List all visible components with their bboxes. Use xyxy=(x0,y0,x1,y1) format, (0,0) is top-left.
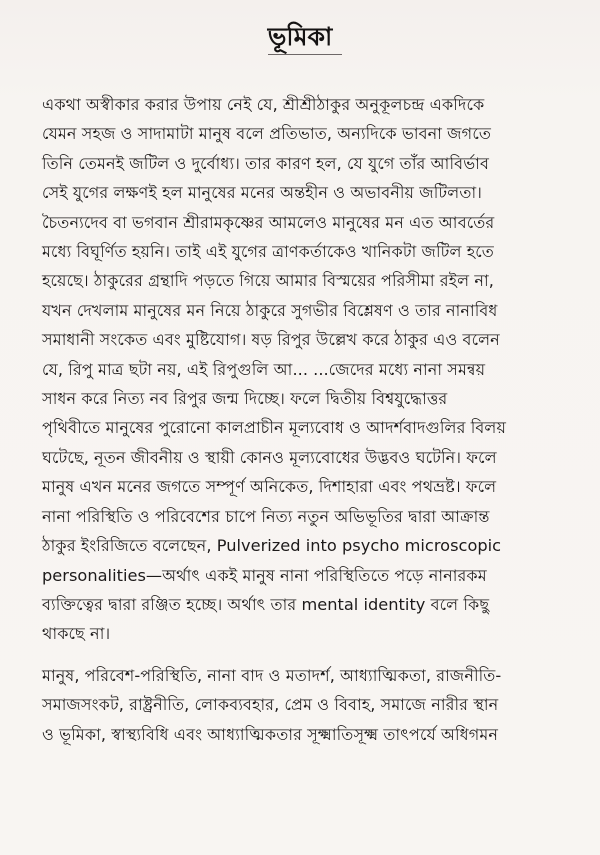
text-line: পৃথিবীতে মানুষের পুরোনো কালপ্রাচীন মূল্যবোধ ও আদর্শবাদগুলির বিলয় xyxy=(42,418,507,438)
text-line: যখন দেখলাম মানুষের মন নিয়ে ঠাকুরে সুগভীর বিশ্লেষণ ও তার নানাবিধ xyxy=(42,300,498,320)
text-line: একথা অস্বীকার করার উপায় নেই যে, শ্রীশ্রীঠাকুর অনুকূলচন্দ্র একদিকে xyxy=(42,95,485,114)
text-line: সাধন করে নিত্য নব রিপুর জন্ম দিচ্ছে। ফলে দ্বিতীয় বিশ্বযুদ্ধোত্তর xyxy=(42,389,448,409)
text-line: যেমন সহজ ও সাদামাটা মানুষ বলে প্রতিভাত, অন্যদিকে ভাবনা জগতে xyxy=(42,124,491,144)
text-line: মানুষ, পরিবেশ-পরিস্থিতি, নানা বাদ ও মতাদর্শ, আধ্যাত্মিকতা, রাজনীতি- xyxy=(42,665,502,685)
text-line: personalities—অর্থাৎ একই মানুষ নানা পরিস্থিতিতে পড়ে নানারকম xyxy=(42,565,487,585)
text-line: চৈতন্যদেব বা ভগবান শ্রীরামকৃষ্ণের আমলেও মানুষের মন এত আবর্তের xyxy=(42,212,495,232)
text-line: ঠাকুর ইংরিজিতে বলেছেন, Pulverized into psycho microscopic xyxy=(42,536,502,556)
text-line: ঘটেছে, নূতন জীবনীয় ও স্থায়ী কোনও মূল্যবোধের উদ্ভবও ঘটেনি। ফলে xyxy=(42,447,497,467)
text-line: সমাজসংকট, রাষ্ট্রনীতি, লোকব্যবহার, প্রেম ও বিবাহ, সমাজে নারীর স্থান xyxy=(42,695,499,715)
title-rule xyxy=(268,54,342,55)
text-line: মধ্যে বিঘূর্ণিত হয়নি। তাই এই যুগের ত্রাণকর্তাকেও খানিকটা জটিল হতে xyxy=(42,242,494,262)
text-line: হয়েছে। ঠাকুরের গ্রন্থাদি পড়তে গিয়ে আমার বিস্ময়ের পরিসীমা রইল না, xyxy=(42,271,494,291)
paragraph-2 xyxy=(12,661,590,749)
body-text xyxy=(12,90,590,749)
text-line: মানুষ এখন মনের জগতে সম্পূর্ণ অনিকেত, দিশাহারা এবং পথভ্রষ্ট। ফলে xyxy=(42,477,497,497)
text-line: যে, রিপু মাত্র ছটা নয়, এই রিপুগুলি আ... ...জেদের মধ্যে নানা সমন্বয় xyxy=(42,359,486,379)
text-line: থাকছে না। xyxy=(42,624,111,644)
paragraph-1 xyxy=(12,90,590,649)
text-line: ব্যক্তিত্বের দ্বারা রঞ্জিত হচ্ছে। অর্থাৎ তার mental identity বলে কিছু xyxy=(42,594,490,614)
text-line: সেই যুগের লক্ষণই হল মানুষের মনের অন্তহীন ও অভাবনীয় জটিলতা। xyxy=(42,183,482,203)
text-line: তিনি তেমনই জটিল ও দুর্বোধ্য। তার কারণ হল, যে যুগে তাঁর আবির্ভাব xyxy=(42,153,490,173)
text-line: সমাধানী সংকেত এবং মুষ্টিযোগ। ষড় রিপুর উল্লেখ করে ঠাকুর এও বলেন xyxy=(42,330,500,350)
page-title: ভূমিকা xyxy=(267,22,333,51)
text-line: ও ভূমিকা, স্বাস্থ্যবিধি এবং আধ্যাত্মিকতার সূক্ষ্মাতিসূক্ষ্ম তাৎপর্যে অধিগমন xyxy=(42,724,499,744)
text-line: নানা পরিস্থিতি ও পরিবেশের চাপে নিত্য নতুন অভিভূতির দ্বারা আক্রান্ত xyxy=(42,506,490,526)
